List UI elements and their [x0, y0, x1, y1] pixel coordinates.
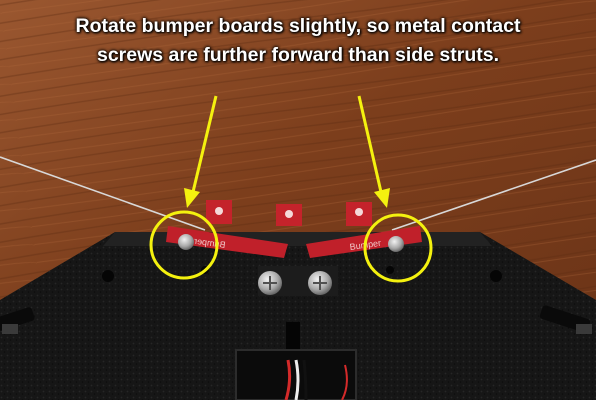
instruction-caption [0, 12, 596, 70]
right-contact-screw [388, 236, 404, 252]
caption-line-2: screws are further forward than side struts. [96, 44, 500, 66]
left-contact-screw [178, 234, 194, 250]
center-mount-screws [258, 266, 338, 296]
svg-text:Bumper: Bumper [193, 235, 227, 250]
caption-line-1: Rotate bumper boards slightly, so metal contact [75, 15, 521, 37]
wiring-cutout [236, 350, 356, 400]
svg-text:Bumper: Bumper [349, 237, 382, 253]
